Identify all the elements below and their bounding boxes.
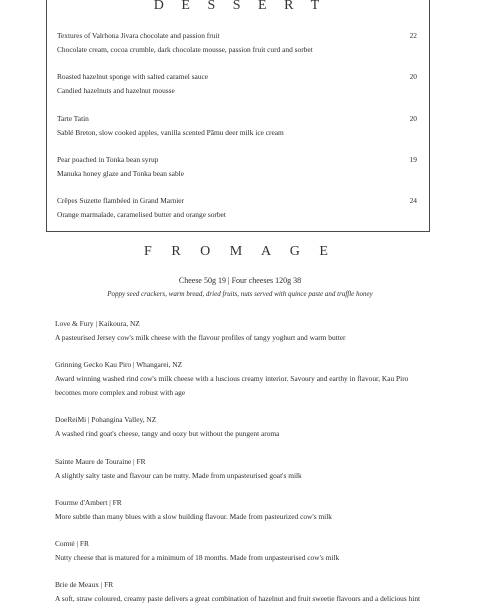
cheese-description: Nutty cheese that is matured for a minimum of 18 months. Made from unpasteurised cow's milk [55, 553, 340, 562]
cheese-name: Comté | FR [55, 539, 89, 548]
cheese-description: A soft, straw coloured, creamy paste delivers a great combination of hazelnut and fruit sweetie flavours and a delicious hint [55, 594, 421, 603]
dish-name: Textures of Valrhona Jivara chocolate and passion fruit [57, 31, 220, 40]
cheese-description: A washed rind goat's cheese, tangy and oozy but without the pungent aroma [55, 429, 280, 438]
cheese-name: Love & Fury | Kaikoura, NZ [55, 319, 140, 328]
cheese-name: Fourme d'Ambert | FR [55, 498, 122, 507]
cheese-price-line: Cheese 50g 19 | Four cheeses 120g 38 [178, 276, 302, 285]
cheese-description: A pasteurised Jersey cow's milk cheese with the flavour profiles of tangy yoghurt and warm butter [55, 333, 346, 342]
dish-price: 20 [409, 72, 417, 81]
cheese-description: More subtle than many blues with a slow building flavour. Made from pasteurized cow's milk [55, 512, 332, 521]
dessert-item [57, 29, 417, 57]
dish-name: Roasted hazelnut sponge with salted caramel sauce [57, 72, 209, 81]
dish-price: 20 [409, 114, 417, 123]
cheese-item [55, 358, 425, 400]
cheese-name: DoeReiMi | Pohangina Valley, NZ [55, 415, 157, 424]
cheese-description: Award winning washed rind cow's milk cheese with a luscious creamy interior. Savoury and earthy in flavour, Kau Piro becomes more complex and robust with age [55, 374, 409, 397]
dessert-item [57, 70, 417, 98]
dish-price: 19 [409, 155, 417, 164]
cheese-item [55, 455, 425, 483]
dish-price: 24 [409, 196, 417, 205]
dish-description: Candied hazelnuts and hazelnut mousse [57, 86, 175, 95]
dish-name: Crêpes Suzette flambéed in Grand Marnier [57, 196, 185, 205]
dessert-item [57, 112, 417, 140]
cheese-name: Brie de Meaux | FR [55, 580, 114, 589]
cheese-name: Sainte Maure de Touraine | FR [55, 457, 146, 466]
cheese-item [55, 496, 425, 524]
dish-description: Sablé Breton, slow cooked apples, vanilla scented Pāmu deer milk ice cream [57, 128, 284, 137]
cheese-item [55, 537, 425, 565]
dessert-title: D E S S E R T [153, 0, 327, 13]
cheese-name: Grinning Gecko Kau Piro | Whangarei, NZ [55, 360, 183, 369]
dish-description: Orange marmalade, caramelised butter and orange sorbet [57, 210, 226, 219]
cheese-description: A slightly salty taste and flavour can be nutty. Made from unpasteurised goat's milk [55, 471, 302, 480]
dish-name: Tarte Tatin [57, 114, 89, 123]
cheese-item [55, 413, 425, 441]
cheese-item [55, 317, 425, 345]
dish-description: Manuka honey glaze and Tonka bean sable [57, 169, 184, 178]
dessert-item [57, 194, 417, 222]
cheese-item [55, 578, 425, 606]
cheese-accompaniment-note: Poppy seed crackers, warm bread, dried fruits, nuts served with quince paste and truffle honey [107, 290, 373, 298]
dish-price: 22 [409, 31, 417, 40]
dish-name: Pear poached in Tonka bean syrup [57, 155, 159, 164]
fromage-title: F R O M A G E [144, 244, 336, 259]
dessert-item [57, 153, 417, 181]
dish-description: Chocolate cream, cocoa crumble, dark chocolate mousse, passion fruit curd and sorbet [57, 45, 313, 54]
